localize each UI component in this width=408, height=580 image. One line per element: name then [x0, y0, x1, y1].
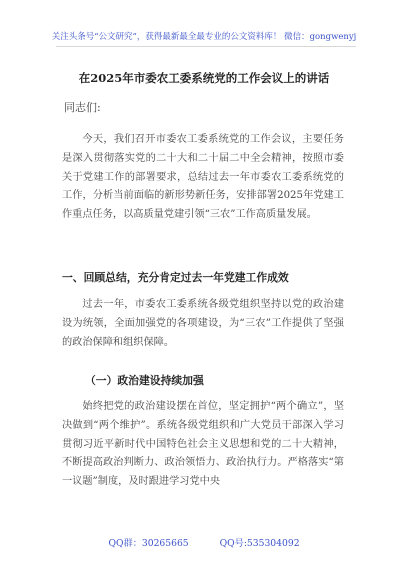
paragraph-political-building: 始终把党的政治建设摆在首位，坚定拥护“两个确立”，坚决做到“两个维护”。系统各级党组织和广大党员干部深入学习贯彻习近平新时代中国特色社会主义思想和党的二十大精神，不断提高政治判断力、政治领悟力、政治执行力。严格落实“第一议题”制度，及时跟进学习党中央	[62, 401, 344, 488]
header-divider	[56, 46, 356, 47]
paragraph-intro: 今天，我们召开市委农工委系统党的工作会议，主要任务是深入贯彻落实党的二十大和二十届二中全会精神，按照市委关于党建工作的部署要求，总结过去一年市委农工委系统党的工作，分析当前面临的新形势新任务，安排部署2025年党建工作重点任务，以高质量党建引领“三农”工作高质量发展。	[62, 134, 344, 221]
footer-qq-number: QQ号:535304092	[219, 538, 300, 549]
subsection-heading-1: （一）政治建设持续加强	[85, 374, 204, 387]
footer-qq-group: QQ群：30265665	[108, 538, 189, 549]
paragraph-review: 过去一年，市委农工委系统各级党组织坚持以党的政治建设为统领，全面加强党的各项建设，为“三农”工作提供了坚强的政治保障和组织保障。	[62, 299, 344, 348]
document-title: 在2025年市委农工委系统党的工作会议上的讲话	[78, 71, 330, 85]
section-heading-1: 一、回顾总结，充分肯定过去一年党建工作成效	[62, 271, 289, 284]
salutation: 同志们:	[64, 101, 101, 114]
header-promo-note: 关注头条号“公文研究”，获得最新最全最专业的公文资料库！ 微信：gongwenyj	[51, 32, 357, 42]
footer-contact	[0, 535, 408, 549]
